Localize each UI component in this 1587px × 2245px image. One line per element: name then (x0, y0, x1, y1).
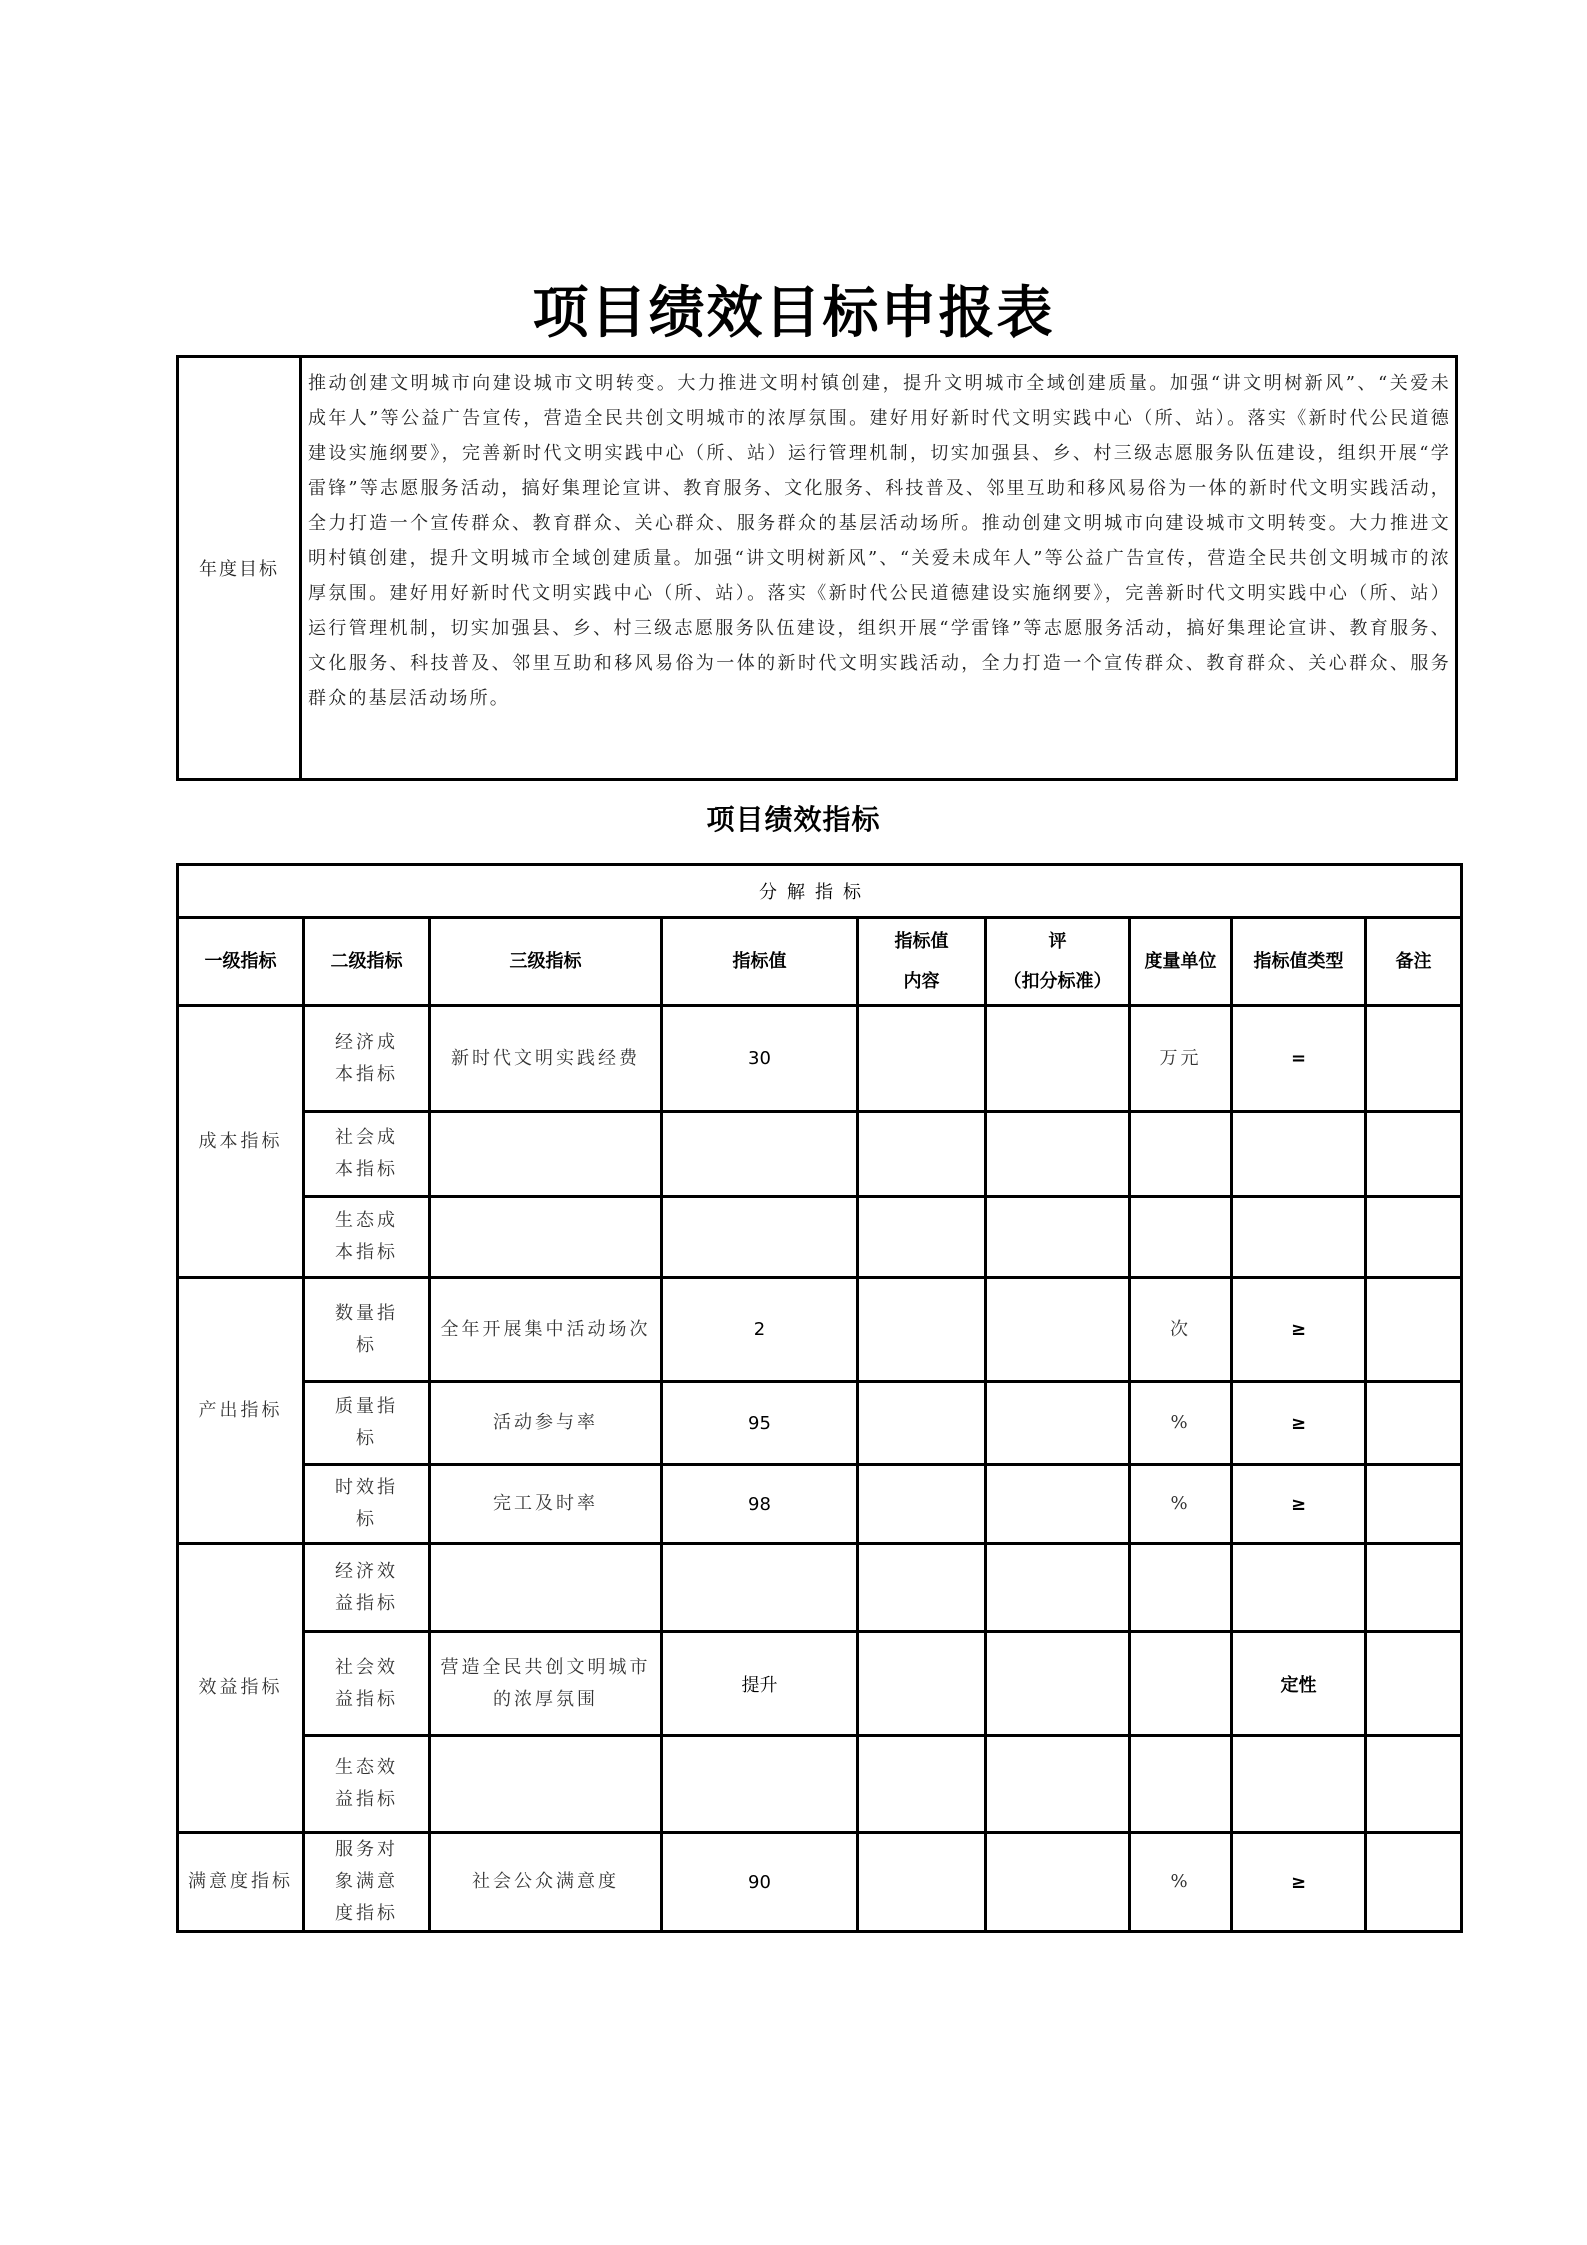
col-level3: 三级指标 (430, 918, 662, 1006)
level2-cell: 生态效益指标 (304, 1736, 430, 1833)
content-cell (858, 1197, 986, 1278)
group-header: 分解指标 (178, 865, 1462, 918)
column-header-row (178, 918, 1462, 1006)
level1-cell: 效益指标 (178, 1544, 304, 1833)
col-level2: 二级指标 (304, 918, 430, 1006)
scoring-cell (986, 1833, 1130, 1932)
remark-cell (1366, 1278, 1462, 1382)
annual-goal-label: 年度目标 (178, 357, 301, 780)
unit-cell: 次 (1130, 1278, 1232, 1382)
content-cell (858, 1736, 986, 1833)
value-type-cell (1232, 1544, 1366, 1632)
content-cell (858, 1006, 986, 1112)
remark-cell (1366, 1197, 1462, 1278)
value-cell: 2 (662, 1278, 858, 1382)
value-type-cell: ≥ (1232, 1833, 1366, 1932)
level2-cell: 社会效益指标 (304, 1632, 430, 1736)
document-title: 项目绩效目标申报表 (532, 280, 1055, 346)
col-remark: 备注 (1366, 918, 1462, 1006)
unit-cell (1130, 1544, 1232, 1632)
level3-cell: 营造全民共创文明城市的浓厚氛围 (430, 1632, 662, 1736)
col-content: 指标值 内容 (858, 918, 986, 1006)
indicators-section-title: 项目绩效指标 (706, 803, 881, 836)
level3-cell: 全年开展集中活动场次 (430, 1278, 662, 1382)
scoring-cell (986, 1006, 1130, 1112)
level3-cell: 完工及时率 (430, 1465, 662, 1544)
level3-cell: 新时代文明实践经费 (430, 1006, 662, 1112)
value-cell: 30 (662, 1006, 858, 1112)
scoring-cell (986, 1632, 1130, 1736)
indicator-row (178, 1278, 1462, 1382)
content-cell (858, 1112, 986, 1197)
value-cell: 95 (662, 1382, 858, 1465)
level2-cell: 质量指标 (304, 1382, 430, 1465)
value-type-cell: 定性 (1232, 1632, 1366, 1736)
indicator-row (178, 1736, 1462, 1833)
content-cell (858, 1833, 986, 1932)
col-scoring: 评 （扣分标准） (986, 918, 1130, 1006)
level3-cell (430, 1197, 662, 1278)
col-value-type: 指标值类型 (1232, 918, 1366, 1006)
content-cell (858, 1544, 986, 1632)
value-cell: 提升 (662, 1632, 858, 1736)
unit-cell: % (1130, 1465, 1232, 1544)
value-type-cell (1232, 1112, 1366, 1197)
unit-cell: % (1130, 1833, 1232, 1932)
indicator-row (178, 1632, 1462, 1736)
content-cell (858, 1632, 986, 1736)
level1-cell: 满意度指标 (178, 1833, 304, 1932)
value-cell (662, 1112, 858, 1197)
unit-cell: % (1130, 1382, 1232, 1465)
annual-goal-text: 推动创建文明城市向建设城市文明转变。大力推进文明村镇创建，提升文明城市全域创建质量。加强“讲文明树新风”、“关爱未成年人”等公益广告宣传，营造全民共创文明城市的浓厚氛围。建好用好新时代文明实践中心（所、站）。落实《新时代公民道德建设实施纲要》，完善新时代文明实践中心（所、站）运行管理机制，切实加强县、乡、村三级志愿服务队伍建设，组织开展“学雷锋”等志愿服务活动，搞好集理论宣讲、教育服务、文化服务、科技普及、邻里互助和移风易俗为一体的新时代文明实践活动，全力打造一个宣传群众、教育群众、关心群众、服务群众的基层活动场所。推动创建文明城市向建设城市文明转变。大力推进文明村镇创建，提升文明城市全域创建质量。加强“讲文明树新风”、“关爱未成年人”等公益广告宣传，营造全民共创文明城市的浓厚氛围。建好用好新时代文明实践中心（所、站）。落实《新时代公民道德建设实施纲要》，完善新时代文明实践中心（所、站）运行管理机制，切实加强县、乡、村三级志愿服务队伍建设，组织开展“学雷锋”等志愿服务活动，搞好集理论宣讲、教育服务、文化服务、科技普及、邻里互助和移风易俗为一体的新时代文明实践活动，全力打造一个宣传群众、教育群众、关心群众、服务群众的基层活动场所。 (301, 357, 1457, 780)
unit-cell (1130, 1197, 1232, 1278)
indicator-row (178, 1544, 1462, 1632)
unit-cell (1130, 1736, 1232, 1833)
value-type-cell: = (1232, 1006, 1366, 1112)
annual-goal-table (176, 355, 1458, 781)
value-cell: 98 (662, 1465, 858, 1544)
unit-cell: 万元 (1130, 1006, 1232, 1112)
level2-cell: 生态成本指标 (304, 1197, 430, 1278)
level3-cell (430, 1112, 662, 1197)
col-unit: 度量单位 (1130, 918, 1232, 1006)
value-cell (662, 1544, 858, 1632)
remark-cell (1366, 1006, 1462, 1112)
content-cell (858, 1278, 986, 1382)
value-cell (662, 1736, 858, 1833)
scoring-cell (986, 1197, 1130, 1278)
level1-cell: 成本指标 (178, 1006, 304, 1278)
level3-cell: 活动参与率 (430, 1382, 662, 1465)
remark-cell (1366, 1544, 1462, 1632)
remark-cell (1366, 1382, 1462, 1465)
scoring-cell (986, 1112, 1130, 1197)
level1-cell: 产出指标 (178, 1278, 304, 1544)
indicator-row (178, 1006, 1462, 1112)
level2-cell: 数量指标 (304, 1278, 430, 1382)
level2-cell: 经济成本指标 (304, 1006, 430, 1112)
value-type-cell (1232, 1736, 1366, 1833)
level3-cell (430, 1736, 662, 1833)
level3-cell (430, 1544, 662, 1632)
indicator-row (178, 1197, 1462, 1278)
value-type-cell: ≥ (1232, 1278, 1366, 1382)
remark-cell (1366, 1736, 1462, 1833)
remark-cell (1366, 1833, 1462, 1932)
unit-cell (1130, 1632, 1232, 1736)
content-cell (858, 1465, 986, 1544)
level2-cell: 服务对象满意度指标 (304, 1833, 430, 1932)
remark-cell (1366, 1632, 1462, 1736)
performance-indicators-table (176, 863, 1463, 1933)
scoring-cell (986, 1465, 1130, 1544)
scoring-cell (986, 1544, 1130, 1632)
level2-cell: 时效指标 (304, 1465, 430, 1544)
value-type-cell (1232, 1197, 1366, 1278)
indicator-row (178, 1465, 1462, 1544)
scoring-cell (986, 1278, 1130, 1382)
remark-cell (1366, 1112, 1462, 1197)
scoring-cell (986, 1382, 1130, 1465)
level2-cell: 社会成本指标 (304, 1112, 430, 1197)
level2-cell: 经济效益指标 (304, 1544, 430, 1632)
value-cell (662, 1197, 858, 1278)
remark-cell (1366, 1465, 1462, 1544)
value-cell: 90 (662, 1833, 858, 1932)
unit-cell (1130, 1112, 1232, 1197)
level3-cell: 社会公众满意度 (430, 1833, 662, 1932)
indicator-row (178, 1833, 1462, 1932)
col-level1: 一级指标 (178, 918, 304, 1006)
content-cell (858, 1382, 986, 1465)
indicator-row (178, 1382, 1462, 1465)
scoring-cell (986, 1736, 1130, 1833)
col-value: 指标值 (662, 918, 858, 1006)
value-type-cell: ≥ (1232, 1465, 1366, 1544)
indicator-row (178, 1112, 1462, 1197)
value-type-cell: ≥ (1232, 1382, 1366, 1465)
